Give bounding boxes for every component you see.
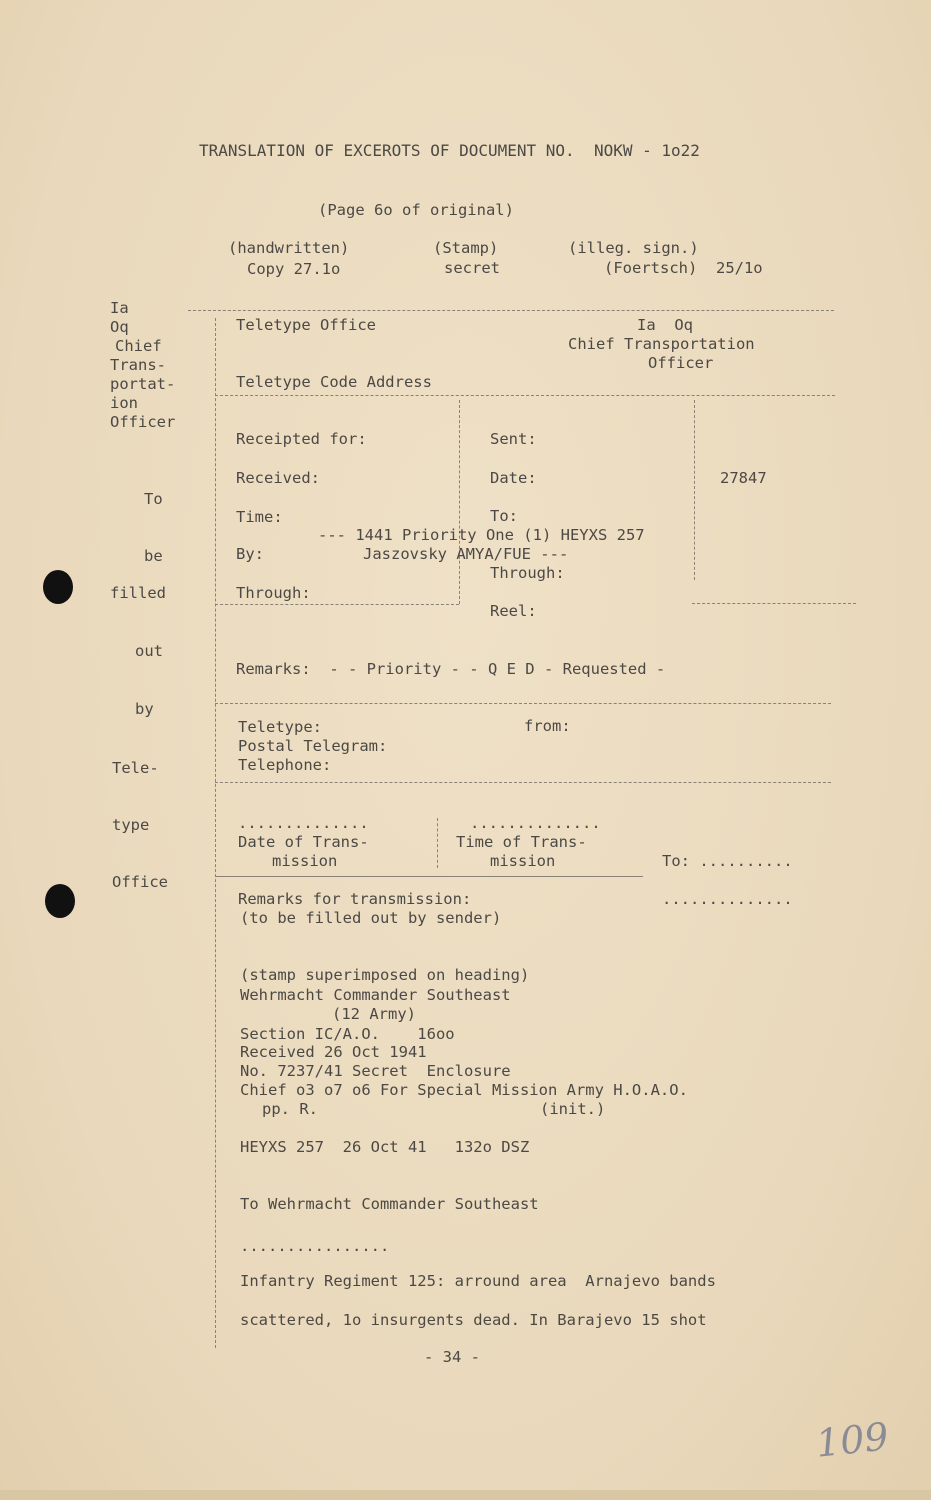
- through-label-right: Through:: [490, 564, 565, 582]
- left-portat: portat-: [110, 375, 176, 393]
- left-oq: Oq: [110, 318, 129, 336]
- left-by: by: [135, 700, 154, 718]
- rule-remarks: [215, 703, 831, 704]
- from-label: from:: [524, 717, 571, 735]
- punch-hole-lower: [45, 884, 75, 918]
- heyxs-line: HEYXS 257 26 Oct 41 132o DSZ: [240, 1138, 530, 1156]
- chief-transportation-label: Chief Transportation: [568, 335, 755, 353]
- section-line: Section IC/A.O. 16oo: [240, 1025, 455, 1043]
- time-mission-label: mission: [490, 852, 556, 870]
- left-chief: Chief: [115, 337, 162, 355]
- dots-date-of-transmission: ..............: [238, 814, 369, 832]
- time-label: Time:: [236, 508, 283, 526]
- left-out: out: [135, 642, 163, 660]
- wehrmacht-commander-line: Wehrmacht Commander Southeast: [240, 986, 511, 1004]
- ia-oq-label: Ia Oq: [637, 316, 693, 334]
- remarks-line: Remarks: - - Priority - - Q E D - Requested -: [236, 660, 666, 678]
- left-office: Office: [112, 873, 168, 891]
- teletype-office-label: Teletype Office: [236, 316, 376, 334]
- form-left-rule: [215, 318, 216, 1348]
- through-label-left: Through:: [236, 584, 311, 602]
- scattered-line: scattered, 1o insurgents dead. In Barajevo 15 shot: [240, 1311, 707, 1329]
- secret-label: secret: [444, 259, 500, 277]
- rule-through-right: [692, 603, 856, 604]
- sent-label: Sent:: [490, 430, 537, 448]
- received-date-line: Received 26 Oct 1941: [240, 1043, 427, 1061]
- dots-remarks: ..............: [662, 890, 793, 908]
- chief-line: Chief o3 o7 o6 For Special Mission Army H.O.A.O.: [240, 1081, 688, 1099]
- army-line: (12 Army): [332, 1005, 416, 1023]
- left-ia: Ia: [110, 299, 129, 317]
- priority-line: --- 1441 Priority One (1) HEYXS 257: [318, 526, 645, 544]
- postal-telegram-label: Postal Telegram:: [238, 737, 388, 755]
- pp-line: pp. R.: [262, 1100, 318, 1118]
- teletype-code-address-label: Teletype Code Address: [236, 373, 432, 391]
- left-type: type: [112, 816, 150, 834]
- left-to: To: [144, 490, 163, 508]
- receipted-for-label: Receipted for:: [236, 430, 367, 448]
- left-ion: ion: [110, 394, 138, 412]
- left-officer: Officer: [110, 413, 176, 431]
- document-title: TRANSLATION OF EXCEROTS OF DOCUMENT NO. NOKW - 1o22: [199, 141, 700, 160]
- date-label: Date:: [490, 469, 537, 487]
- handwritten-note: (handwritten): [228, 239, 350, 257]
- left-be: be: [144, 547, 163, 565]
- jaszovsky-line: Jaszovsky AMYA/FUE ---: [363, 545, 569, 563]
- left-trans: Trans-: [110, 356, 166, 374]
- teletype-label: Teletype:: [238, 718, 322, 736]
- stamp-label: (Stamp): [433, 239, 499, 257]
- officer-label: Officer: [648, 354, 714, 372]
- remarks-for-transmission-label: Remarks for transmission:: [238, 890, 472, 908]
- trans-divider-rule: [437, 818, 438, 868]
- copy-number: Copy 27.1o: [247, 260, 341, 278]
- dots-time-of-transmission: ..............: [470, 814, 601, 832]
- date-of-transmission-label: Date of Trans-: [238, 833, 369, 851]
- filled-by-sender-note: (to be filled out by sender): [240, 909, 502, 927]
- rule-through-left: [215, 604, 459, 605]
- date-value: 27847: [720, 469, 767, 487]
- rule-telephone: [215, 782, 831, 783]
- page-number: - 34 -: [424, 1348, 480, 1366]
- infantry-line: Infantry Regiment 125: arround area Arnajevo bands: [240, 1272, 716, 1290]
- punch-hole-upper: [43, 570, 73, 604]
- page-reference: (Page 6o of original): [318, 201, 514, 219]
- dots-line: ................: [240, 1237, 390, 1255]
- foertsch-signature: (Foertsch) 25/1o: [604, 259, 763, 277]
- right-column-rule: [694, 400, 695, 580]
- left-tele: Tele-: [112, 759, 159, 777]
- rule-transmission: [215, 876, 643, 877]
- to-dots-label: To: ..........: [662, 852, 793, 870]
- init-line: (init.): [540, 1100, 606, 1118]
- by-label: By:: [236, 545, 264, 563]
- handwritten-page-number: 109: [813, 1414, 891, 1466]
- number-line: No. 7237/41 Secret Enclosure: [240, 1062, 511, 1080]
- reel-label: Reel:: [490, 602, 537, 620]
- received-label: Received:: [236, 469, 320, 487]
- time-of-transmission-label: Time of Trans-: [456, 833, 587, 851]
- stamp-superimposed-note: (stamp superimposed on heading): [240, 966, 530, 984]
- to-wehrmacht-line: To Wehrmacht Commander Southeast: [240, 1195, 539, 1213]
- paper-bottom-edge: [0, 1490, 931, 1500]
- date-mission-label: mission: [272, 852, 338, 870]
- form-top-rule: [188, 310, 834, 311]
- illegible-signature: (illeg. sign.): [568, 239, 699, 257]
- rule-code-address: [215, 395, 835, 396]
- left-filled: filled: [110, 584, 166, 602]
- to-label: To:: [490, 507, 518, 525]
- telephone-label: Telephone:: [238, 756, 332, 774]
- mid-column-rule: [459, 400, 460, 604]
